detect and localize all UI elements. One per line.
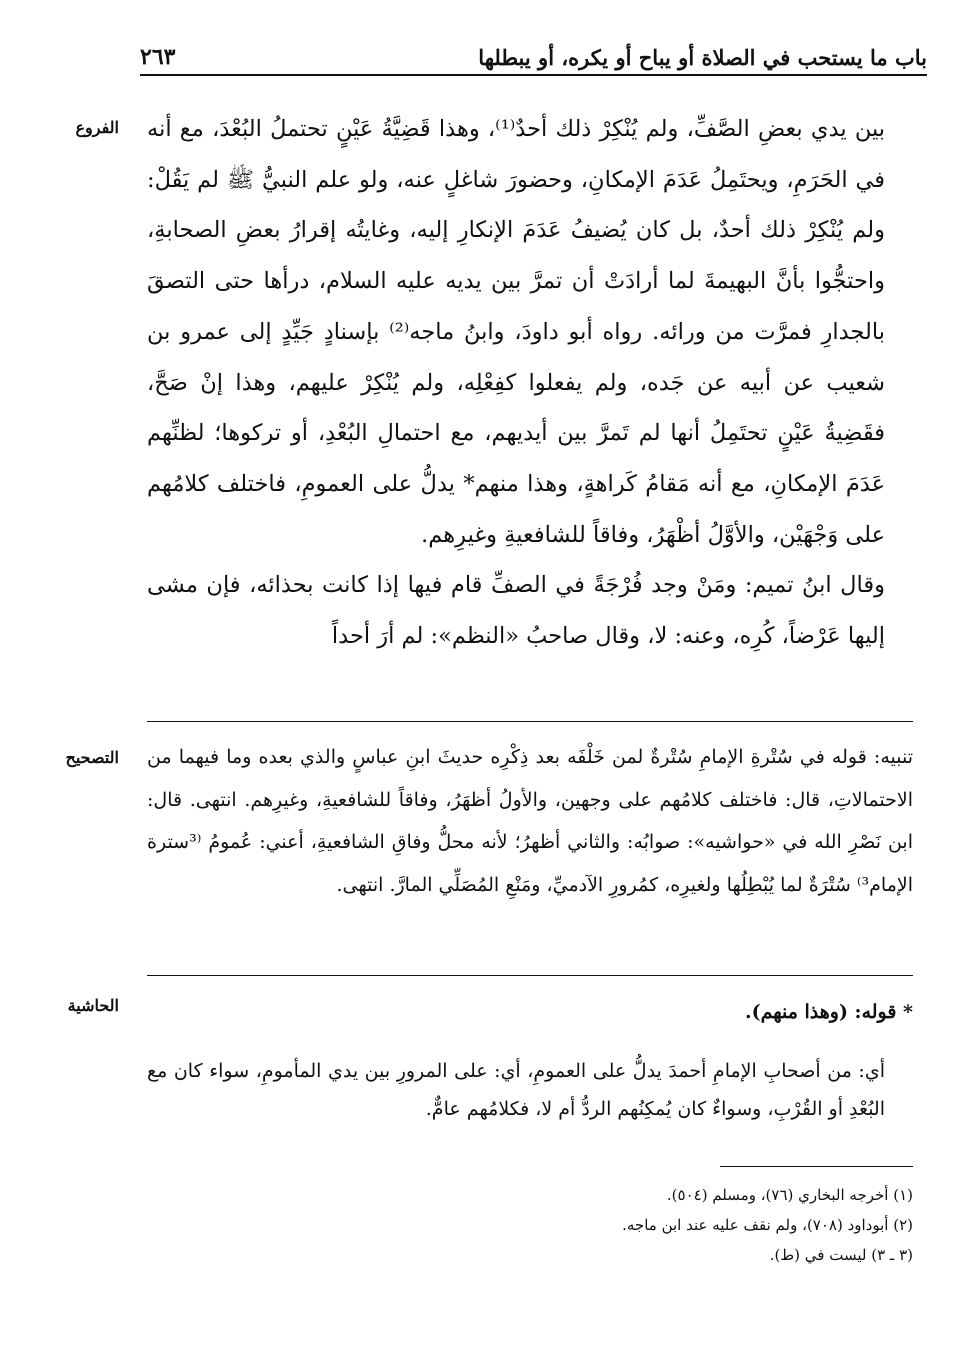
footnote-3: (٣ ـ ٣) ليست في (ط).: [769, 1246, 913, 1264]
footnote-2: (٢) أبوداود (٧٠٨)، ولم نقف عليه عند ابن ماجه.: [622, 1216, 913, 1234]
main-text: [147, 104, 913, 662]
hashiya-quote: * قوله: (وهذا منهم).: [744, 1001, 913, 1023]
main-paragraph-1: بين يدي بعضِ الصَّفِّ، ولم يُنْكِرْ ذلك أحدٌ⁽¹⁾، وهذا قَضِيَّةُ عَيْنٍ تحتملُ البُعْدَ، مع أنه في الحَرَمِ، ويحتَمِلُ عَدَمَ الإمكانِ، وحضورَ شاغلٍ عنه، ولو علم النبيُّ ﷺ لم يَقُلْ: ولم يُنْكِرْ ذلك أحدٌ، بل كان يُضيفُ عَدَمَ الإنكارِ إليه، وغايتُه إقرارُ بعضِ الصحابةِ، واحتجُّوا بأنَّ البهيمةَ لما أرادَتْ أن تمرَّ بين يديه عليه السلام، درأها حتى التصقَ بالجدارِ فمرَّت من ورائه. رواه أبو داودَ، وابنُ ماجه⁽²⁾ بإسنادٍ جَيِّدٍ إلى عمرو بن شعيب عن أبيه عن جَده، ولم يفعلوا كفِعْلِه، ولم يُنْكِرْ عليهم، وهذا إنْ صَحَّ، فقَضِيةُ عَيْنٍ تحتَمِلُ أنها لم تَمرَّ بين أيديهم، مع احتمالِ البُعْدِ، أو تركوها؛ لظنِّهم عَدَمَ الإمكانِ، مع أنه مَقامُ كَراهةٍ، وهذا منهم* يدلُّ على العمومِ، فاختلف كلامُهم على وَجْهَيْن، والأوَّلُ أظْهَرُ، وفاقاً للشافعيةِ وغيرِهم.: [147, 116, 885, 548]
page-header: [140, 40, 927, 76]
section-label-tashih: التصحيح: [65, 748, 119, 767]
section-divider: [147, 975, 913, 976]
section-divider: [147, 721, 913, 722]
hashiya-text: [147, 994, 913, 1128]
main-paragraph-2: وقال ابنُ تميم: ومَنْ وجد فُرْجَةً في الصفِّ قام فيها إذا كانت بحذائه، فإن مشى إليها عَرْضاً، كُرِه، وعنه: لا، وقال صاحبُ «النظم»: لم أرَ أحداً: [147, 572, 885, 650]
tashih-paragraph: تنبيه: قوله في سُتْرةِ الإمامِ سُتْرةٌ لمن خَلْفَه بعد ذِكْرِه حديثَ ابنِ عباسٍ والذي بعده وما فيهما من الاحتمالاتِ، قال: فاختلف كلامُهم على وجهين، والأولُ أظهَرُ، وفاقاً للشافعيةِ، وغيرِهم. انتهى. قال: ابن نَصْرِ الله في «حواشيه»: صوابُه: والثاني أظهرُ؛ لأنه محلُّ وفاقِ الشافعيةِ، أعني: عُمومُ ⁽³سترة الإمام³⁾ سُتْرَةٌ لما يُبْطِلُها ولغيرِه، كمُرورِ الآدميِّ، ومَنْعِ المُصَلِّي المارَّ. انتهى.: [147, 746, 913, 896]
footnotes: [140, 1180, 913, 1270]
section-label-furu: الفروع: [75, 118, 119, 137]
footnote-1: (١) أخرجه البخاري (٧٦)، ومسلم (٥٠٤).: [666, 1186, 913, 1204]
page-number: ٢٦٣: [140, 44, 176, 70]
chapter-title: باب ما يستحب في الصلاة أو يباح أو يكره، أو يبطلها: [478, 45, 927, 70]
section-label-hashiya: الحاشية: [67, 996, 119, 1015]
tashih-text: [147, 736, 913, 906]
hashiya-body: أي: من أصحابِ الإمامِ أحمدَ يدلُّ على العمومِ، أي: على المرورِ بين يدي المأمومِ، سواء كان مع البُعْدِ أو القُرْبِ، وسواءٌ كان يُمكِنُهم الردُّ أم لا، فكلامُهم عامٌّ.: [147, 1060, 885, 1120]
footnote-rule: [720, 1166, 913, 1167]
